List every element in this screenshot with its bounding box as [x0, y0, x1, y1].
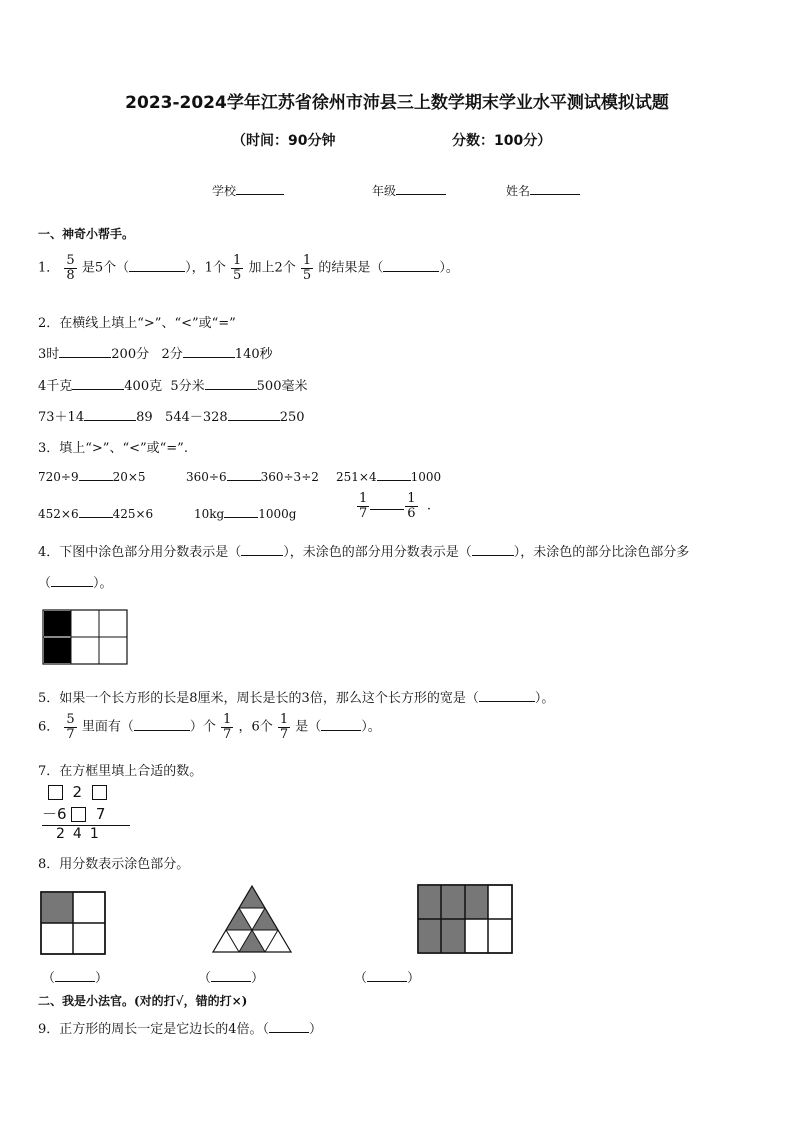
- question-3-title: 3．填上“>”、“<”或“=”.: [38, 441, 188, 456]
- q8-answer-1[interactable]: （ ）: [42, 971, 109, 986]
- subtraction-problem: 2 －6 7 241: [42, 783, 130, 842]
- q4-grid-figure: [42, 609, 128, 665]
- fraction: $\frac{5}{7}$: [66, 712, 75, 742]
- question-6: 6． $\frac{5}{7}$ 里面有（ ）个 $\frac{1}{7}$ ，6个 $\frac{1}{7}$ 是（ ）。: [38, 712, 381, 742]
- question-4: 4．下图中涂色部分用分数表示是（ ），未涂色的部分用分数表示是（ ），未涂色的部分比涂色部分多: [38, 545, 690, 560]
- question-2-row-3: 73＋14 89 544－328 250: [38, 410, 305, 425]
- question-2-row-1: 3时 200分 2分 140秒: [38, 347, 273, 362]
- question-5: 5．如果一个长方形的长是8厘米，周长是长的3倍，那么这个长方形的宽是（ ）。: [38, 691, 555, 706]
- name-field[interactable]: 姓名: [506, 182, 580, 199]
- q8-rectangle-figure: [417, 884, 513, 954]
- question-2-title: 2．在横线上填上“>”、“<”或“=”: [38, 316, 236, 331]
- fraction: $\frac{1}{7}$: [223, 712, 232, 742]
- fraction: $\frac{1}{6}$: [407, 491, 416, 521]
- q8-answer-2[interactable]: （ ）: [198, 971, 265, 986]
- question-2-row-2: 4千克 400克 5分米 500毫米: [38, 379, 308, 394]
- answer-blank[interactable]: [129, 259, 185, 272]
- question-7-title: 7．在方框里填上合适的数。: [38, 764, 203, 779]
- fraction: $\frac{5}{8}$: [66, 253, 75, 283]
- question-3-row-2: 452×6 425×6: [38, 507, 154, 521]
- score-info: 分数：100分）: [452, 133, 552, 149]
- q8-answer-3[interactable]: （ ）: [354, 971, 421, 986]
- answer-box[interactable]: [48, 785, 63, 800]
- fraction: $\frac{1}{7}$: [359, 491, 368, 521]
- question-8-title: 8．用分数表示涂色部分。: [38, 857, 190, 872]
- answer-box[interactable]: [92, 785, 107, 800]
- page-title: 2023-2024学年江苏省徐州市沛县三上数学期末学业水平测试模拟试题: [125, 93, 669, 113]
- fraction: $\frac{1}{5}$: [233, 253, 242, 283]
- q8-square-figure: [40, 891, 106, 955]
- section-2-title: 二、我是小法官。(对的打√，错的打×): [38, 994, 248, 1008]
- question-1: 1． $\frac{5}{8}$ 是5个（ ），1个 $\frac{1}{5}$ 加上2个 $\frac{1}{5}$ 的结果是（ ）。: [38, 253, 459, 283]
- answer-box[interactable]: [71, 807, 86, 822]
- question-9: 9．正方形的周长一定是它边长的4倍。（ ）: [38, 1022, 323, 1037]
- question-3-row-1: 720÷9 20×5: [38, 470, 146, 484]
- answer-blank[interactable]: [383, 259, 439, 272]
- fraction: $\frac{1}{7}$: [279, 712, 289, 742]
- section-1-title: 一、神奇小帮手。: [38, 227, 135, 241]
- fraction: $\frac{1}{5}$: [302, 253, 312, 283]
- grade-field[interactable]: 年级: [372, 182, 446, 199]
- q8-triangle-figure: [211, 884, 293, 954]
- time-info: （时间：90分钟: [232, 133, 336, 149]
- school-field[interactable]: 学校: [212, 182, 284, 199]
